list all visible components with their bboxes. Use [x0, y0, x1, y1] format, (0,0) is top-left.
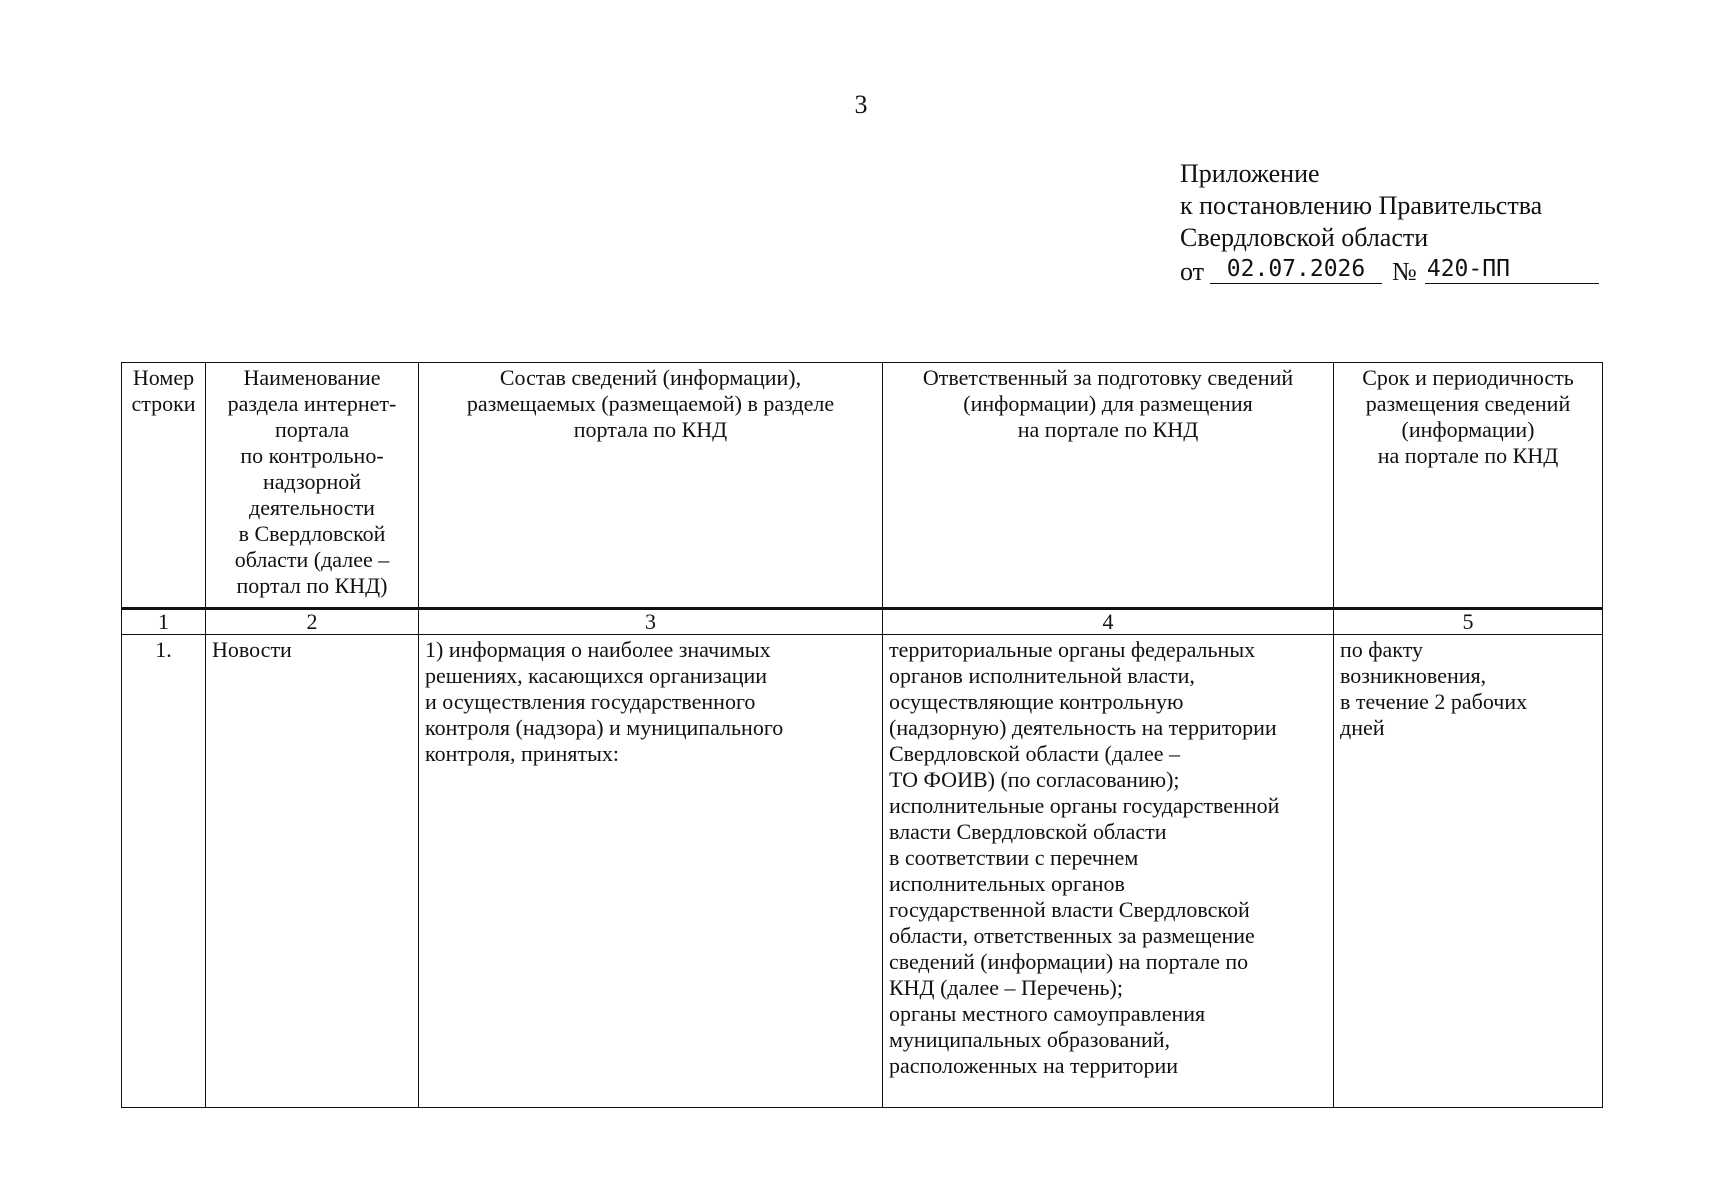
section-name-cell: Новости — [206, 635, 419, 1108]
page-number: 3 — [854, 90, 868, 119]
resolution-date: 02.07.2026 — [1210, 255, 1382, 284]
appendix-title: Приложение — [1180, 159, 1320, 188]
row-number-cell: 1. — [122, 635, 206, 1108]
resolution-signature-row — [1180, 256, 1620, 288]
table-header-row — [122, 363, 1603, 609]
term-cell: по факту возникновения, в течение 2 рабочих дней — [1334, 635, 1603, 1108]
column-number: 4 — [883, 609, 1334, 635]
column-number: 2 — [206, 609, 419, 635]
appendix-line-2: к постановлению Правительства — [1180, 191, 1543, 220]
date-prefix: от — [1180, 257, 1205, 286]
resolution-number: 420-ПП — [1425, 255, 1599, 284]
information-table — [121, 362, 1603, 1108]
column-number: 5 — [1334, 609, 1603, 635]
column-number: 1 — [122, 609, 206, 635]
responsible-cell: территориальные органы федеральных органов исполнительной власти, осуществляющие контрольную (надзорную) деятельность на территории Свердловской области (далее – ТО ФОИВ) (по согласованию); исполнительные органы государственной власти Свердловской области в соответствии с перечнем исполнительных органов государственной власти Свердловской области, ответственных за размещение сведений (информации) на портале по КНД (далее – Перечень); органы местного самоуправления муниципальных образований, расположенных на территории — [883, 635, 1334, 1108]
header-section-name: Наименование раздела интернет- портала по контрольно- надзорной деятельности в Свердловской области (далее – портал по КНД) — [206, 363, 419, 609]
header-responsible: Ответственный за подготовку сведений (информации) для размещения на портале по КНД — [883, 363, 1334, 609]
header-term: Срок и периодичность размещения сведений (информации) на портале по КНД — [1334, 363, 1603, 609]
column-numbers-row — [122, 609, 1603, 635]
information-content-cell: 1) информация о наиболее значимых решениях, касающихся организации и осуществления государственного контроля (надзора) и муниципального контроля, принятых: — [419, 635, 883, 1108]
header-row-number: Номер строки — [122, 363, 206, 609]
number-label: № — [1392, 257, 1417, 286]
column-number: 3 — [419, 609, 883, 635]
table-row — [122, 635, 1603, 1108]
appendix-block — [1180, 158, 1620, 288]
header-information-content: Состав сведений (информации), размещаемых (размещаемой) в разделе портала по КНД — [419, 363, 883, 609]
appendix-line-3: Свердловской области — [1180, 223, 1429, 252]
